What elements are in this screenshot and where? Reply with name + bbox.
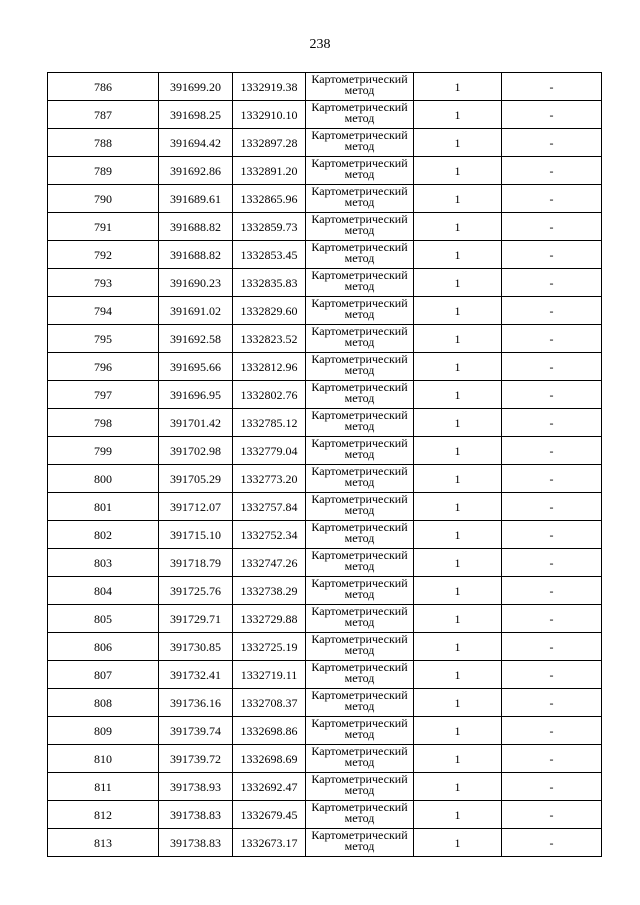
method-line-1: Картометрический (311, 548, 408, 562)
note-cell: - (502, 381, 602, 409)
method-line-2: метод (344, 111, 375, 125)
method-line-2: метод (344, 363, 375, 377)
table-row (48, 353, 602, 381)
coordinate-x-cell: 391730.85 (159, 633, 233, 661)
method-cell (306, 213, 414, 241)
point-number-cell: 803 (48, 549, 159, 577)
method-cell (306, 381, 414, 409)
method-line-2: метод (344, 615, 375, 629)
note-cell: - (502, 101, 602, 129)
method-cell (306, 689, 414, 717)
coordinate-y-cell: 1332891.20 (233, 157, 306, 185)
method-cell (306, 521, 414, 549)
coordinate-x-cell: 391705.29 (159, 465, 233, 493)
table-row (48, 297, 602, 325)
point-number-cell: 807 (48, 661, 159, 689)
method-line-1: Картометрический (311, 128, 408, 142)
note-cell: - (502, 157, 602, 185)
method-cell (306, 549, 414, 577)
method-line-1: Картометрический (311, 212, 408, 226)
count-cell: 1 (414, 661, 502, 689)
note-cell: - (502, 409, 602, 437)
coordinate-y-cell: 1332910.10 (233, 101, 306, 129)
point-number-cell: 806 (48, 633, 159, 661)
count-cell: 1 (414, 717, 502, 745)
count-cell: 1 (414, 577, 502, 605)
point-number-cell: 795 (48, 325, 159, 353)
note-cell: - (502, 605, 602, 633)
coordinate-x-cell: 391696.95 (159, 381, 233, 409)
note-cell: - (502, 745, 602, 773)
table-row (48, 437, 602, 465)
count-cell: 1 (414, 157, 502, 185)
coordinate-y-cell: 1332738.29 (233, 577, 306, 605)
method-cell (306, 157, 414, 185)
method-line-1: Картометрический (311, 604, 408, 618)
coordinate-y-cell: 1332698.69 (233, 745, 306, 773)
table-row (48, 521, 602, 549)
method-cell (306, 353, 414, 381)
coordinate-x-cell: 391692.86 (159, 157, 233, 185)
method-line-1: Картометрический (311, 688, 408, 702)
coordinate-y-cell: 1332773.20 (233, 465, 306, 493)
coordinate-x-cell: 391698.25 (159, 101, 233, 129)
coordinate-y-cell: 1332919.38 (233, 73, 306, 101)
method-cell (306, 773, 414, 801)
point-number-cell: 810 (48, 745, 159, 773)
table-row (48, 325, 602, 353)
table-row (48, 381, 602, 409)
table-row (48, 213, 602, 241)
count-cell: 1 (414, 829, 502, 857)
table-row (48, 549, 602, 577)
count-cell: 1 (414, 269, 502, 297)
count-cell: 1 (414, 465, 502, 493)
method-line-2: метод (344, 279, 375, 293)
coordinate-x-cell: 391695.66 (159, 353, 233, 381)
coordinate-y-cell: 1332673.17 (233, 829, 306, 857)
point-number-cell: 808 (48, 689, 159, 717)
table-body (48, 73, 602, 857)
point-number-cell: 797 (48, 381, 159, 409)
method-line-1: Картометрический (311, 632, 408, 646)
coordinate-x-cell: 391694.42 (159, 129, 233, 157)
method-line-1: Картометрический (311, 520, 408, 534)
method-line-1: Картометрический (311, 576, 408, 590)
point-number-cell: 790 (48, 185, 159, 213)
count-cell: 1 (414, 745, 502, 773)
method-line-1: Картометрический (311, 772, 408, 786)
method-line-2: метод (344, 391, 375, 405)
note-cell: - (502, 521, 602, 549)
method-line-1: Картометрический (311, 100, 408, 114)
count-cell: 1 (414, 297, 502, 325)
note-cell: - (502, 661, 602, 689)
method-line-2: метод (344, 223, 375, 237)
table-row (48, 745, 602, 773)
point-number-cell: 812 (48, 801, 159, 829)
count-cell: 1 (414, 241, 502, 269)
method-line-2: метод (344, 727, 375, 741)
coordinate-x-cell: 391699.20 (159, 73, 233, 101)
coordinate-x-cell: 391732.41 (159, 661, 233, 689)
coordinate-y-cell: 1332853.45 (233, 241, 306, 269)
table-row (48, 605, 602, 633)
method-line-2: метод (344, 335, 375, 349)
coordinate-x-cell: 391689.61 (159, 185, 233, 213)
coordinate-x-cell: 391688.82 (159, 213, 233, 241)
table-row (48, 241, 602, 269)
table-row (48, 465, 602, 493)
table-row (48, 101, 602, 129)
method-cell (306, 325, 414, 353)
point-number-cell: 811 (48, 773, 159, 801)
note-cell: - (502, 493, 602, 521)
table-row (48, 801, 602, 829)
note-cell: - (502, 829, 602, 857)
coordinate-y-cell: 1332679.45 (233, 801, 306, 829)
coordinate-x-cell: 391725.76 (159, 577, 233, 605)
point-number-cell: 805 (48, 605, 159, 633)
point-number-cell: 788 (48, 129, 159, 157)
coordinate-y-cell: 1332897.28 (233, 129, 306, 157)
method-line-2: метод (344, 195, 375, 209)
method-cell (306, 633, 414, 661)
note-cell: - (502, 549, 602, 577)
method-line-2: метод (344, 83, 375, 97)
note-cell: - (502, 241, 602, 269)
coordinate-x-cell: 391738.93 (159, 773, 233, 801)
point-number-cell: 787 (48, 101, 159, 129)
table-row (48, 829, 602, 857)
note-cell: - (502, 297, 602, 325)
count-cell: 1 (414, 325, 502, 353)
coordinate-y-cell: 1332779.04 (233, 437, 306, 465)
method-cell (306, 241, 414, 269)
method-line-1: Картометрический (311, 744, 408, 758)
coordinate-y-cell: 1332725.19 (233, 633, 306, 661)
coordinates-table (47, 72, 602, 857)
note-cell: - (502, 353, 602, 381)
method-cell (306, 717, 414, 745)
point-number-cell: 796 (48, 353, 159, 381)
coordinate-y-cell: 1332698.86 (233, 717, 306, 745)
method-line-1: Картометрический (311, 156, 408, 170)
count-cell: 1 (414, 437, 502, 465)
method-line-2: метод (344, 783, 375, 797)
coordinate-y-cell: 1332859.73 (233, 213, 306, 241)
note-cell: - (502, 129, 602, 157)
method-line-1: Картометрический (311, 492, 408, 506)
table-row (48, 157, 602, 185)
method-line-1: Картометрический (311, 800, 408, 814)
coordinate-y-cell: 1332757.84 (233, 493, 306, 521)
method-line-1: Картометрический (311, 828, 408, 842)
method-line-1: Картометрический (311, 660, 408, 674)
method-line-1: Картометрический (311, 72, 408, 86)
table-row (48, 129, 602, 157)
method-line-2: метод (344, 503, 375, 517)
method-line-2: метод (344, 447, 375, 461)
point-number-cell: 791 (48, 213, 159, 241)
coordinate-x-cell: 391701.42 (159, 409, 233, 437)
method-line-2: метод (344, 671, 375, 685)
point-number-cell: 802 (48, 521, 159, 549)
table-row (48, 633, 602, 661)
method-cell (306, 745, 414, 773)
method-line-2: метод (344, 251, 375, 265)
coordinate-x-cell: 391729.71 (159, 605, 233, 633)
count-cell: 1 (414, 493, 502, 521)
method-line-1: Картометрический (311, 352, 408, 366)
method-cell (306, 101, 414, 129)
coordinate-y-cell: 1332865.96 (233, 185, 306, 213)
method-cell (306, 269, 414, 297)
coordinate-y-cell: 1332729.88 (233, 605, 306, 633)
table-row (48, 185, 602, 213)
coordinate-y-cell: 1332823.52 (233, 325, 306, 353)
point-number-cell: 813 (48, 829, 159, 857)
method-cell (306, 129, 414, 157)
coordinate-y-cell: 1332802.76 (233, 381, 306, 409)
count-cell: 1 (414, 73, 502, 101)
point-number-cell: 792 (48, 241, 159, 269)
coordinate-y-cell: 1332747.26 (233, 549, 306, 577)
point-number-cell: 804 (48, 577, 159, 605)
method-line-2: метод (344, 811, 375, 825)
point-number-cell: 799 (48, 437, 159, 465)
note-cell: - (502, 73, 602, 101)
point-number-cell: 789 (48, 157, 159, 185)
method-cell (306, 297, 414, 325)
table-row (48, 269, 602, 297)
coordinate-x-cell: 391690.23 (159, 269, 233, 297)
table-row (48, 493, 602, 521)
method-line-2: метод (344, 643, 375, 657)
method-cell (306, 437, 414, 465)
method-cell (306, 577, 414, 605)
point-number-cell: 800 (48, 465, 159, 493)
count-cell: 1 (414, 605, 502, 633)
point-number-cell: 793 (48, 269, 159, 297)
method-cell (306, 465, 414, 493)
coordinate-y-cell: 1332785.12 (233, 409, 306, 437)
count-cell: 1 (414, 381, 502, 409)
page-number: 238 (309, 37, 331, 52)
coordinate-x-cell: 391738.83 (159, 829, 233, 857)
note-cell: - (502, 689, 602, 717)
count-cell: 1 (414, 633, 502, 661)
method-cell (306, 409, 414, 437)
table-row (48, 661, 602, 689)
count-cell: 1 (414, 353, 502, 381)
method-line-2: метод (344, 419, 375, 433)
method-line-1: Картометрический (311, 296, 408, 310)
method-line-2: метод (344, 139, 375, 153)
method-line-2: метод (344, 699, 375, 713)
note-cell: - (502, 773, 602, 801)
method-line-1: Картометрический (311, 408, 408, 422)
table-row (48, 409, 602, 437)
method-line-1: Картометрический (311, 716, 408, 730)
count-cell: 1 (414, 549, 502, 577)
table-row (48, 73, 602, 101)
point-number-cell: 809 (48, 717, 159, 745)
method-line-1: Картометрический (311, 324, 408, 338)
method-line-2: метод (344, 307, 375, 321)
count-cell: 1 (414, 801, 502, 829)
coordinate-x-cell: 391738.83 (159, 801, 233, 829)
note-cell: - (502, 465, 602, 493)
coordinate-y-cell: 1332752.34 (233, 521, 306, 549)
method-line-1: Картометрический (311, 240, 408, 254)
coordinate-y-cell: 1332835.83 (233, 269, 306, 297)
method-cell (306, 801, 414, 829)
coordinate-y-cell: 1332829.60 (233, 297, 306, 325)
coordinate-x-cell: 391715.10 (159, 521, 233, 549)
method-line-1: Картометрический (311, 184, 408, 198)
coordinate-x-cell: 391692.58 (159, 325, 233, 353)
coordinate-x-cell: 391702.98 (159, 437, 233, 465)
method-line-2: метод (344, 755, 375, 769)
count-cell: 1 (414, 185, 502, 213)
method-cell (306, 493, 414, 521)
point-number-cell: 786 (48, 73, 159, 101)
note-cell: - (502, 325, 602, 353)
count-cell: 1 (414, 101, 502, 129)
method-line-2: метод (344, 559, 375, 573)
note-cell: - (502, 717, 602, 745)
count-cell: 1 (414, 129, 502, 157)
method-cell (306, 661, 414, 689)
coordinate-y-cell: 1332708.37 (233, 689, 306, 717)
coordinate-x-cell: 391688.82 (159, 241, 233, 269)
coordinate-x-cell: 391736.16 (159, 689, 233, 717)
method-line-1: Картометрический (311, 464, 408, 478)
method-line-2: метод (344, 531, 375, 545)
method-cell (306, 185, 414, 213)
note-cell: - (502, 213, 602, 241)
coordinate-y-cell: 1332692.47 (233, 773, 306, 801)
method-line-2: метод (344, 587, 375, 601)
count-cell: 1 (414, 409, 502, 437)
method-cell (306, 829, 414, 857)
method-line-2: метод (344, 475, 375, 489)
table-row (48, 717, 602, 745)
method-line-1: Картометрический (311, 268, 408, 282)
table-row (48, 773, 602, 801)
note-cell: - (502, 577, 602, 605)
method-line-1: Картометрический (311, 436, 408, 450)
coordinate-x-cell: 391739.74 (159, 717, 233, 745)
point-number-cell: 801 (48, 493, 159, 521)
method-line-2: метод (344, 167, 375, 181)
method-cell (306, 73, 414, 101)
note-cell: - (502, 269, 602, 297)
note-cell: - (502, 633, 602, 661)
coordinate-y-cell: 1332812.96 (233, 353, 306, 381)
coordinate-x-cell: 391718.79 (159, 549, 233, 577)
point-number-cell: 794 (48, 297, 159, 325)
point-number-cell: 798 (48, 409, 159, 437)
count-cell: 1 (414, 213, 502, 241)
note-cell: - (502, 185, 602, 213)
note-cell: - (502, 801, 602, 829)
coordinate-x-cell: 391739.72 (159, 745, 233, 773)
method-line-1: Картометрический (311, 380, 408, 394)
count-cell: 1 (414, 773, 502, 801)
count-cell: 1 (414, 689, 502, 717)
coordinate-x-cell: 391691.02 (159, 297, 233, 325)
method-cell (306, 605, 414, 633)
coordinate-y-cell: 1332719.11 (233, 661, 306, 689)
method-line-2: метод (344, 839, 375, 853)
table-row (48, 689, 602, 717)
count-cell: 1 (414, 521, 502, 549)
coordinate-x-cell: 391712.07 (159, 493, 233, 521)
note-cell: - (502, 437, 602, 465)
table-row (48, 577, 602, 605)
